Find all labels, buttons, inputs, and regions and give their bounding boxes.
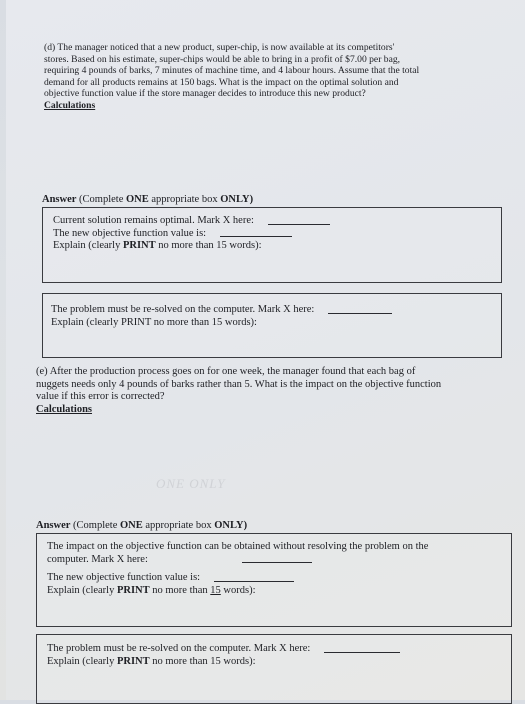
question-d-line: (d) The manager noticed that a new product, super-chip, is now available at its competitors' [44,42,395,53]
question-d-line: requiring 4 pounds of barks, 7 minutes of machine time, and 4 labour hours. Assume that the total [44,65,420,76]
print-emphasis: PRINT [116,584,150,596]
box-text: Explain (clearly [47,584,115,596]
answer-box-e-no-resolve [36,533,512,627]
answer-heading-one: ONE [126,194,149,205]
box-text: The impact on the objective function can be obtained without resolving the problem on the [47,541,429,552]
answer-word: Answer [42,194,77,205]
question-e-line: (e) After the production process goes on for one week, the manager found that each bag of [36,366,416,377]
mark-x-line [47,554,501,567]
objective-value-line [53,228,491,241]
objective-value-line [47,572,501,585]
objective-value-blank[interactable] [220,236,292,237]
box-text: no more than 15 words): [152,655,256,667]
explain-line [53,240,491,253]
mark-x-line [47,643,501,656]
explain-line [47,585,501,598]
impact-line [47,541,501,554]
box-text: computer. Mark X here: [47,553,148,565]
answer-heading-only: ONLY) [214,520,248,531]
answer-heading-only: ONLY) [220,194,254,205]
answer-heading-text: appropriate box [145,520,212,531]
bleed-through-text: ONE ONLY [156,476,226,491]
answer-heading-text: appropriate box [151,194,218,205]
box-text: no more than [152,584,208,596]
box-text: Explain (clearly PRINT no more than 15 words): [51,316,257,328]
mark-x-blank[interactable] [268,224,330,225]
question-d [44,42,504,111]
answer-heading-d [42,194,253,205]
calculations-label-e: Calculations [36,403,93,415]
answer-word: Answer [36,520,71,531]
question-d-line: demand for all products remains at 150 bags. What is the impact on the optimal solution and [44,76,399,88]
mark-x-line [51,304,493,317]
answer-heading-text: (Complete [79,194,124,205]
box-text: The problem must be re-solved on the computer. Mark X here: [47,643,311,654]
answer-heading-text: (Complete [73,520,118,531]
print-emphasis: PRINT [116,655,150,667]
mark-x-blank[interactable] [328,313,392,314]
box-text: Current solution remains optimal. Mark X here: [53,215,254,226]
mark-x-line [53,215,491,228]
box-text: words): [223,584,256,596]
answer-box-d-resolve [42,293,502,358]
mark-x-blank[interactable] [324,652,400,653]
question-e-line: nuggets needs only 4 pounds of barks rather than 5. What is the impact on the objective function [36,378,442,390]
question-d-line: stores. Based on his estimate, super-chips would be able to bring in a profit of $7.00 per bag, [44,53,401,65]
question-e-line: value if this error is corrected? [36,391,165,402]
worksheet-page [6,0,525,700]
box-text: Explain (clearly [47,655,115,667]
mark-x-blank[interactable] [242,562,312,563]
objective-value-blank[interactable] [214,581,294,582]
box-text: The problem must be re-solved on the computer. Mark X here: [51,304,315,315]
box-text: no more than 15 words): [158,240,262,251]
box-text: The new objective function value is: [53,227,207,239]
answer-box-d-no-resolve [42,207,502,283]
answer-heading-one: ONE [120,520,143,531]
question-e [36,366,514,416]
box-text: Explain (clearly [53,240,121,251]
print-emphasis: PRINT [122,240,156,251]
question-d-line: objective function value if the store manager decides to introduce this new product? [44,88,366,99]
answer-box-e-resolve [36,634,512,704]
box-text: The new objective function value is: [47,572,201,583]
explain-line [47,656,501,669]
word-limit: 15 [210,584,221,596]
calculations-label-d: Calculations [44,99,96,111]
explain-line [51,317,493,330]
answer-heading-e [36,520,247,531]
